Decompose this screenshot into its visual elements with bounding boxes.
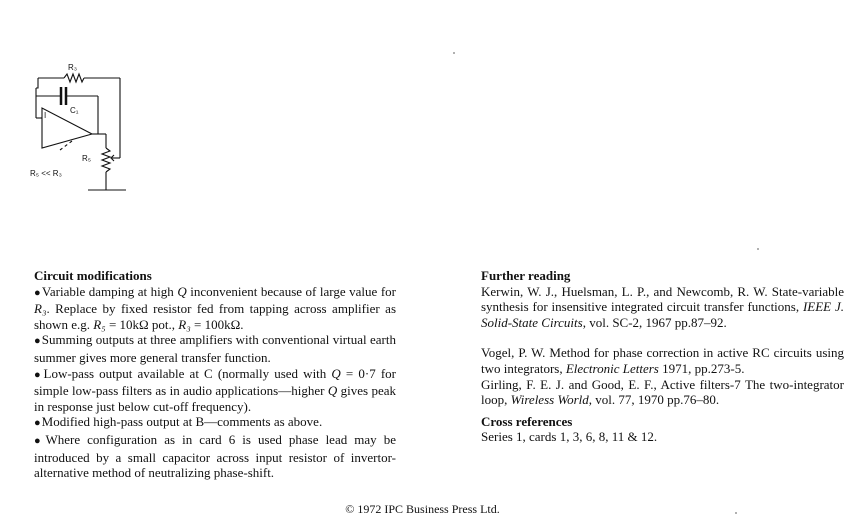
scan-speck [735,512,737,514]
cross-references-heading: Cross references [481,413,573,429]
reference-item: Kerwin, W. J., Huelsman, L. P., and Newcomb, R. W. State-variable synthesis for insensitive integrated circuit transfer functions, IEEE J. Solid-State Circuits, vol. SC-2, 1967 pp.87–92. [481,283,844,330]
cross-references-text: Series 1, cards 1, 3, 6, 8, 11 & 12. [481,429,658,445]
r3-label: R₃ [68,63,78,72]
c1-label: C₁ [70,106,79,115]
scan-speck [757,248,759,250]
r5-label: R₅ [82,154,91,163]
scan-speck [453,52,455,54]
modification-item: ● Modified high-pass output at B—comments as above. [34,414,396,432]
reference-item: Vogel, P. W. Method for phase correction in active RC circuits using two integrators, Electronic Letters 1971, pp.273-5. [481,345,844,376]
modification-item: ● Where configuration as in card 6 is used phase lead may be introduced by a small capacitor across input resistor of invertor-alternative method of neutralizing phase-shift. [34,432,396,481]
circuit-schematic [28,58,138,198]
modification-item: ● Variable damping at high Q inconvenient because of large value for R₃. Replace by fixed resistor fed from tapping across amplifier as shown e.g. R₅ = 10kΩ pot., R₃ = 100kΩ. [34,284,396,333]
copyright-footer: © 1972 IPC Business Press Ltd. [345,502,500,516]
circuit-modifications-heading: Circuit modifications [34,268,152,283]
references-section [481,268,844,445]
circuit-modifications-section [34,268,396,481]
opamp-inverting-mark: I [44,111,47,120]
modification-item: ● Low-pass output available at C (normally used with Q = 0·7 for simple low-pass filters as in audio applications—higher Q gives peak in response just below cut-off frequency). [34,366,396,415]
resistor-relation-label: R₅ << R₃ [30,169,62,178]
reference-item: Girling, F. E. J. and Good, E. F., Active filters-7 The two-integrator loop, Wireless World, vol. 77, 1970 pp.76–80. [481,376,844,408]
further-reading-heading: Further reading [481,268,571,283]
modification-item: ● Summing outputs at three amplifiers with conventional virtual earth summer gives more general transfer function. [34,332,396,365]
